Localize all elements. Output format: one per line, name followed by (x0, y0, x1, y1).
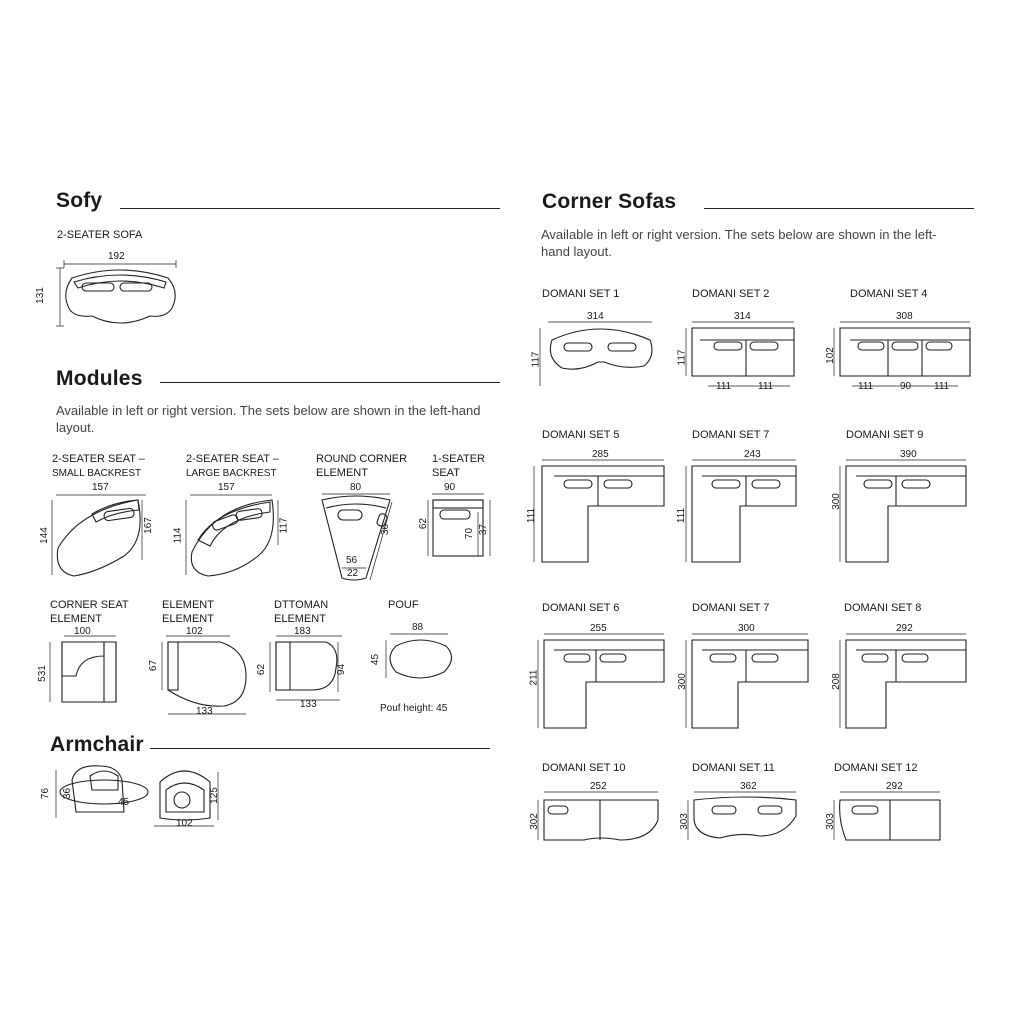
set-depth: 111 (676, 507, 688, 524)
module-round-corner-width: 80 (350, 482, 362, 493)
set-depth: 211 (528, 669, 540, 686)
sofy-2-seater-width: 192 (108, 251, 125, 262)
module-2-seater-large-label: 2-SEATER SEAT – (186, 453, 279, 465)
corner-divider (704, 208, 974, 209)
sofy-divider (120, 208, 500, 209)
armchair-divider (150, 748, 490, 749)
set-depth: 300 (830, 493, 842, 510)
set-depth: 303 (824, 813, 836, 830)
set-name: DOMANI SET 7 (692, 602, 770, 614)
module-pouf-drawing (386, 634, 452, 678)
set-width: 362 (740, 781, 757, 792)
set-name: DOMANI SET 10 (542, 762, 626, 774)
set-name: DOMANI SET 9 (846, 429, 924, 441)
module-1-seater-width: 90 (444, 482, 456, 493)
set-width: 390 (900, 449, 917, 460)
module-element-drawing (162, 636, 246, 714)
armchair-side-depth: 36 (62, 787, 74, 800)
corner-title: Corner Sofas (542, 190, 677, 213)
module-ottoman-depth1: 62 (256, 663, 268, 676)
modules-divider (160, 382, 500, 383)
set-bottom1: 111 (716, 381, 732, 392)
module-corner-seat-drawing (50, 636, 116, 702)
module-element-bottom: 133 (196, 706, 213, 717)
module-element-depth: 67 (148, 659, 160, 672)
set-name: DOMANI SET 5 (542, 429, 620, 441)
set-depth: 117 (530, 351, 542, 368)
set-depth: 300 (676, 673, 688, 690)
sofy-2-seater-label: 2-SEATER SOFA (57, 229, 143, 241)
sofy-2-seater-drawing (56, 260, 176, 326)
module-element-width: 102 (186, 626, 203, 637)
module-2-seater-small-depth1: 144 (38, 527, 50, 544)
sofy-2-seater-depth: 131 (34, 287, 46, 304)
module-round-corner-bottom2: 22 (347, 568, 359, 579)
module-2-seater-small-depth2: 167 (142, 517, 154, 534)
module-corner-seat-depth: 531 (36, 665, 48, 682)
set-name: DOMANI SET 7 (692, 429, 770, 441)
set-bottom2: 90 (900, 381, 912, 392)
set-width: 292 (886, 781, 903, 792)
set-width: 314 (587, 311, 604, 322)
set-bottom3: 111 (934, 381, 950, 392)
set-bottom1: 111 (858, 381, 874, 392)
set-width: 300 (738, 623, 755, 634)
module-ottoman-width: 183 (294, 626, 311, 637)
modules-title: Modules (56, 367, 143, 390)
module-element-label: ELEMENT ELEMENT (162, 599, 214, 625)
module-2-seater-large-drawing (186, 495, 278, 576)
armchair-top-depth: 125 (208, 787, 220, 804)
module-pouf-depth: 45 (370, 653, 382, 666)
set-width: 252 (590, 781, 607, 792)
set-depth: 303 (678, 813, 690, 830)
module-2-seater-small-width: 157 (92, 482, 109, 493)
set-width: 243 (744, 449, 761, 460)
module-2-seater-small-drawing (52, 495, 146, 576)
module-corner-seat-width: 100 (74, 626, 91, 637)
module-round-corner-bottom1: 56 (346, 555, 358, 566)
module-ottoman-drawing (270, 636, 342, 700)
set-width: 308 (896, 311, 913, 322)
set-depth: 111 (526, 507, 538, 524)
modules-intro: Available in left or right version. The sets below are shown in the left-hand layout. (56, 403, 481, 435)
module-2-seater-small-label: 2-SEATER SEAT – (52, 453, 145, 465)
set-name: DOMANI SET 11 (692, 762, 775, 774)
module-pouf-width: 88 (412, 622, 424, 633)
module-2-seater-large-depth1: 114 (172, 527, 184, 544)
module-ottoman-label: DTTOMAN ELEMENT (274, 599, 329, 625)
set-name: DOMANI SET 8 (844, 602, 922, 614)
set-depth: 117 (676, 349, 688, 366)
module-2-seater-large-sub: LARGE BACKREST (186, 468, 277, 479)
module-2-seater-large-depth2: 117 (278, 517, 290, 534)
corner-intro: Available in left or right version. The sets below are shown in the left-hand layout. (541, 227, 937, 259)
set-name: DOMANI SET 2 (692, 288, 770, 300)
set-depth: 102 (824, 347, 836, 364)
module-2-seater-large-width: 157 (218, 482, 235, 493)
module-ottoman-bottom: 133 (300, 699, 317, 710)
set-depth: 302 (528, 813, 540, 830)
sofy-title: Sofy (56, 189, 103, 212)
set-name: DOMANI SET 1 (542, 288, 620, 300)
module-pouf-note: Pouf height: 45 (380, 703, 448, 714)
set-name: DOMANI SET 6 (542, 602, 620, 614)
module-1-seater-label: 1-SEATER SEAT (432, 453, 485, 479)
module-corner-seat-label: CORNER SEAT ELEMENT (50, 599, 129, 625)
armchair-side-height: 76 (40, 787, 52, 800)
armchair-title: Armchair (50, 733, 144, 756)
set-width: 285 (592, 449, 609, 460)
set-bottom2: 111 (758, 381, 774, 392)
armchair-top-width: 102 (176, 818, 193, 829)
module-1-seater-depth2: 70 (464, 527, 476, 540)
set-width: 314 (734, 311, 751, 322)
set-name: DOMANI SET 12 (834, 762, 918, 774)
module-1-seater-depth3: 37 (478, 523, 490, 536)
set-width: 255 (590, 623, 607, 634)
set-depth: 208 (830, 673, 842, 690)
set-width: 292 (896, 623, 913, 634)
set-name: DOMANI SET 4 (850, 288, 928, 300)
module-round-corner-label: ROUND CORNER ELEMENT (316, 453, 408, 479)
module-ottoman-depth2: 94 (336, 663, 348, 676)
module-round-corner-depth: 36 (380, 523, 392, 536)
module-pouf-label: POUF (388, 599, 419, 611)
module-2-seater-small-sub: SMALL BACKREST (52, 468, 142, 479)
armchair-side-seat: 45 (118, 797, 130, 808)
module-1-seater-depth1: 62 (418, 517, 430, 530)
